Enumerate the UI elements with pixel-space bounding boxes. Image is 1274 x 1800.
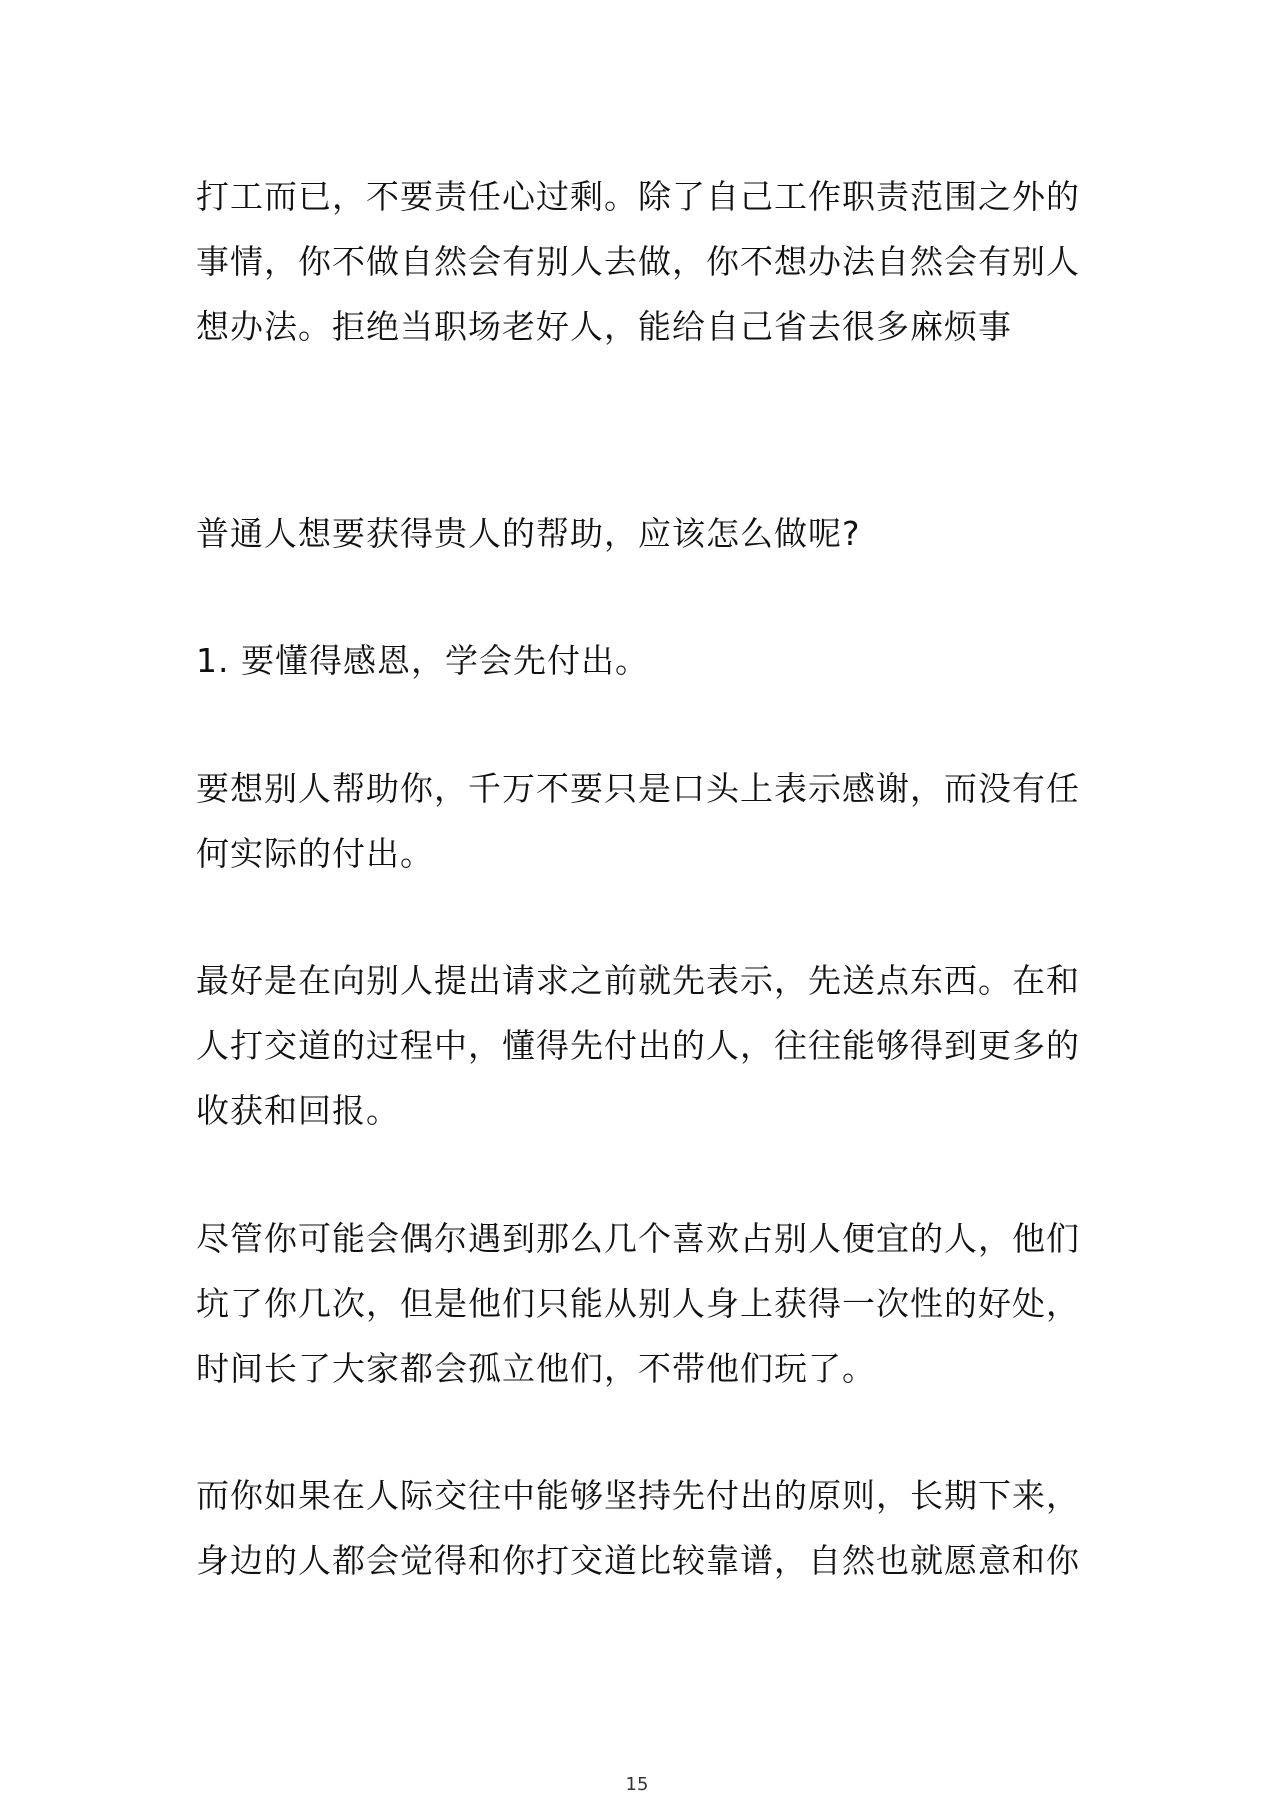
text-line: 收获和回报。 (196, 1091, 400, 1130)
paragraph-workplace-advice (196, 164, 1096, 359)
text-line: 普通人想要获得贵人的帮助，应该怎么做呢? (196, 514, 861, 553)
paragraph-thanks (196, 756, 1096, 886)
page-number: 15 (625, 1774, 649, 1795)
paragraph-give-first (196, 948, 1096, 1143)
text-line: 尽管你可能会偶尔遇到那么几个喜欢占别人便宜的人，他们 (196, 1219, 1080, 1258)
text-line: 身边的人都会觉得和你打交道比较靠谱，自然也就愿意和你 (196, 1541, 1080, 1580)
text-line: 何实际的付出。 (196, 834, 434, 873)
text-line: 事情，你不做自然会有别人去做，你不想办法自然会有别人 (196, 242, 1080, 281)
text-line: 1. 要懂得感恩，学会先付出。 (196, 641, 649, 680)
text-line: 打工而已，不要责任心过剩。除了自己工作职责范围之外的 (196, 177, 1080, 216)
paragraph-long-term (196, 1463, 1096, 1593)
paragraph-question (196, 501, 1096, 566)
text-line: 时间长了大家都会孤立他们，不带他们玩了。 (196, 1349, 876, 1388)
text-line: 要想别人帮助你，千万不要只是口头上表示感谢，而没有任 (196, 769, 1080, 808)
text-line: 想办法。拒绝当职场老好人，能给自己省去很多麻烦事 (196, 307, 1012, 346)
text-line: 人打交道的过程中，懂得先付出的人，往往能够得到更多的 (196, 1026, 1080, 1065)
text-line: 最好是在向别人提出请求之前就先表示，先送点东西。在和 (196, 961, 1080, 1000)
text-line: 坑了你几次，但是他们只能从别人身上获得一次性的好处， (196, 1284, 1080, 1323)
text-line: 而你如果在人际交往中能够坚持先付出的原则，长期下来， (196, 1476, 1080, 1515)
paragraph-point-one-heading (196, 628, 1096, 693)
paragraph-freeloaders (196, 1206, 1096, 1401)
